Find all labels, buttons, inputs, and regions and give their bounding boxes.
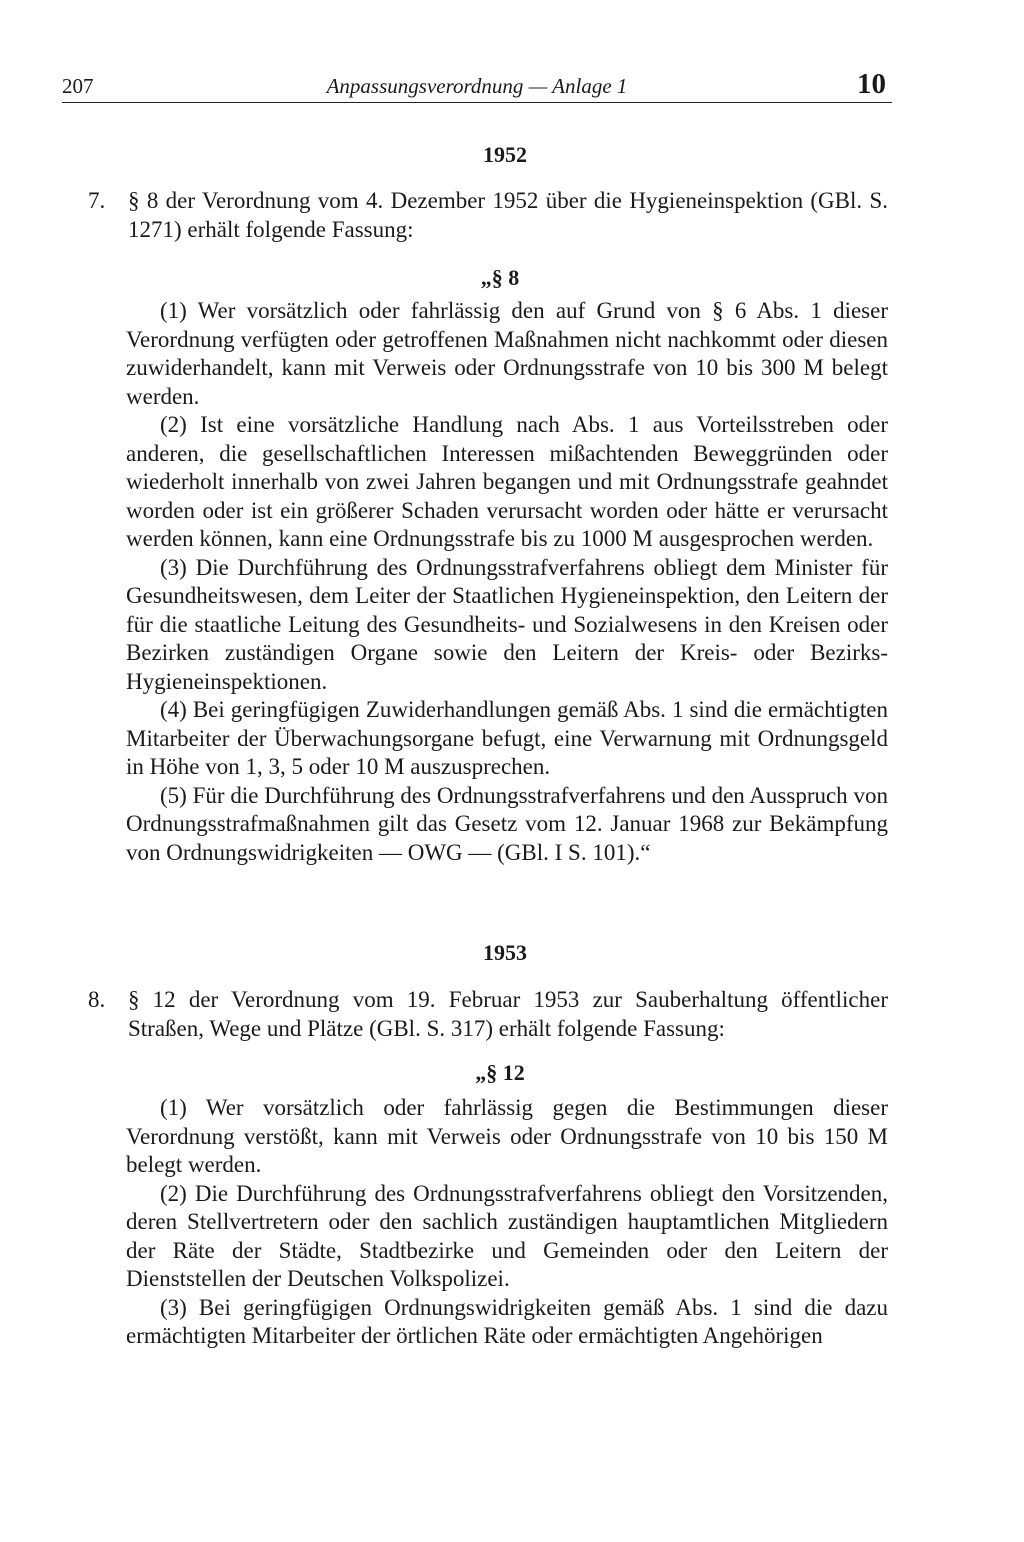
- year-heading-1953: 1953: [483, 940, 527, 965]
- subsection-1: (1) Wer vorsätzlich oder fahrlässig gegen die Bestimmungen dieser Verordnung verstößt, kann mit Verweis oder Ordnungsstrafe von 10 bis 150 M belegt werden.: [126, 1095, 888, 1177]
- page-number: 207: [62, 74, 94, 98]
- paragraph-8-body: [126, 297, 888, 867]
- subsection-1: (1) Wer vorsätzlich oder fahrlässig den auf Grund von § 6 Abs. 1 dieser Verordnung verfügten oder getroffenen Maßnahmen nicht nachkommt oder diesen zuwiderhandelt, kann mit Verweis oder Ordnungsstrafe von 10 bis 300 M belegt werden.: [126, 298, 888, 409]
- section-number: 10: [857, 68, 886, 100]
- page-header: [62, 70, 892, 103]
- subsection-4: (4) Bei geringfügigen Zuwiderhandlungen gemäß Abs. 1 sind die ermächtigten Mitarbeiter der Überwachungsorgane befugt, eine Verwarnung mit Ordnungsgeld in Höhe von 1, 3, 5 oder 10 M auszusprechen.: [126, 697, 888, 779]
- paragraph-sign-12: „§ 12: [475, 1060, 525, 1085]
- paragraph-12-body: [126, 1094, 888, 1351]
- subsection-3: (3) Bei geringfügigen Ordnungswidrigkeiten gemäß Abs. 1 sind die dazu ermächtigten Mitarbeiter der örtlichen Räte oder ermächtigten Angehörigen: [126, 1294, 888, 1348]
- item-text: § 12 der Verordnung vom 19. Februar 1953 zur Sauberhaltung öffentlicher Straßen, Wege und Plätze (GBl. S. 317) erhält folgende Fassung:: [128, 987, 888, 1041]
- subsection-5: (5) Für die Durchführung des Ordnungsstrafverfahrens und den Ausspruch von Ordnungsstrafmaßnahmen gilt das Gesetz vom 12. Januar 1968 zur Bekämpfung von Ordnungswidrigkeiten — OWG — (GBl. I S. 101).“: [126, 782, 888, 865]
- running-title: Anpassungsverordnung — Anlage 1: [326, 74, 628, 98]
- item-text: § 8 der Verordnung vom 4. Dezember 1952 über die Hygieneinspektion (GBl. S. 1271) erhält folgende Fassung:: [128, 188, 888, 242]
- subsection-2: (2) Die Durchführung des Ordnungsstrafverfahrens obliegt den Vorsitzenden, deren Stellvertretern oder den sachlich zuständigen hauptamtlichen Mitgliedern der Räte der Städte, Stadtbezirke und Gemeinden oder den Leitern der Dienststellen der Deutschen Volkspolizei.: [126, 1180, 888, 1291]
- item-7: [88, 186, 888, 244]
- paragraph-sign-8: „§ 8: [480, 265, 520, 290]
- item-number: 7.: [88, 188, 106, 213]
- item-8: [88, 985, 888, 1043]
- item-number: 8.: [88, 987, 106, 1012]
- year-heading-1952: 1952: [483, 142, 527, 167]
- subsection-2: (2) Ist eine vorsätzliche Handlung nach Abs. 1 aus Vorteilsstreben oder anderen, die gesellschaftlichen Interessen mißachtenden Beweggründen oder wiederholt innerhalb von zwei Jahren begangen und mit Ordnungsstrafe geahndet worden oder ist ein größerer Schaden verursacht worden oder hätte er verursacht werden können, kann eine Ordnungsstrafe bis zu 1000 M ausgesprochen werden.: [126, 412, 888, 551]
- subsection-3: (3) Die Durchführung des Ordnungsstrafverfahrens obliegt dem Minister für Gesundheitswesen, dem Leiter der Staatlichen Hygieneinspektion, den Leitern der für die staatliche Leitung des Gesundheits- und Sozialwesens in den Kreisen oder Bezirken zuständigen Organe sowie den Leitern der Kreis- oder Bezirks-Hygieneinspektionen.: [126, 554, 888, 694]
